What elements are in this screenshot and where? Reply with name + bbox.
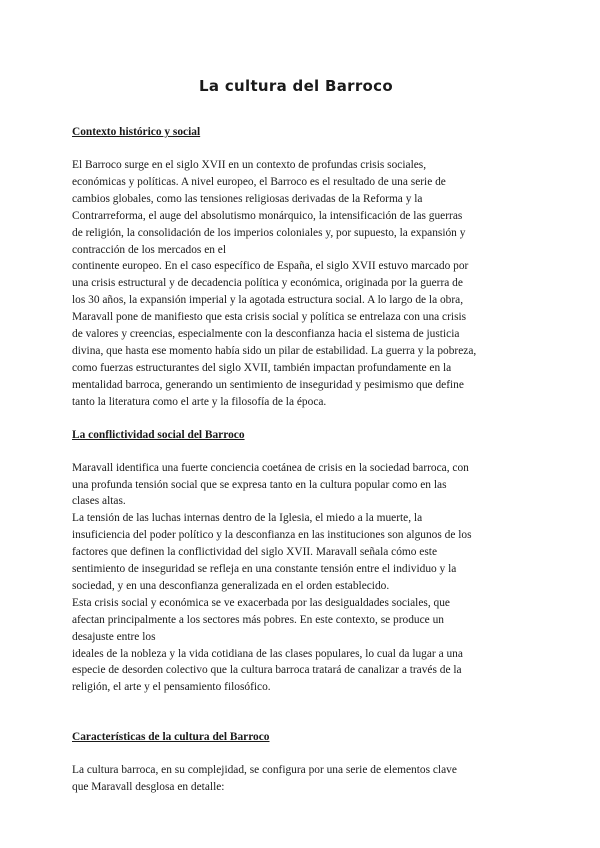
text-line: una profunda tensión social que se expresa tanto en la cultura popular como en las <box>72 478 447 491</box>
text-line: Contrarreforma, el auge del absolutismo monárquico, la intensificación de las guerras <box>72 209 463 222</box>
text-line: de religión, la consolidación de los imperios coloniales y, por supuesto, la expansión y <box>72 226 466 239</box>
text-line: continente europeo. En el caso específico de España, el siglo XVII estuvo marcado por <box>72 260 469 273</box>
section-body-contexto <box>72 157 520 411</box>
text-line: sentimiento de inseguridad se refleja en una constante tensión entre el individuo y la <box>72 563 457 576</box>
text-line: de valores y creencias, especialmente con la desconfianza hacia el sistema de justicia <box>72 328 460 341</box>
text-line: divina, que hasta ese momento había sido un pilar de estabilidad. La guerra y la pobreza, <box>72 344 477 357</box>
text-line: que Maravall desglosa en detalle: <box>72 781 225 794</box>
text-line: especie de desorden colectivo que la cultura barroca tratará de canalizar a través de la <box>72 664 462 677</box>
text-line: desajuste entre los <box>72 630 156 643</box>
text-line: Esta crisis social y económica se ve exacerbada por las desigualdades sociales, que <box>72 596 450 609</box>
text-line: los 30 años, la expansión imperial y la agotada estructura social. A lo largo de la obra, <box>72 294 464 307</box>
text-line: una crisis estructural y de decadencia política y económica, originada por la guerra de <box>72 277 463 290</box>
section-heading-caracteristicas: Características de la cultura del Barroco <box>72 731 270 744</box>
text-line: Maravall pone de manifiesto que esta crisis social y política se entrelaza con una crisis <box>72 311 467 324</box>
text-line: ideales de la nobleza y la vida cotidiana de las clases populares, lo cual da lugar a una <box>72 647 463 660</box>
text-line: contracción de los mercados en el <box>72 243 227 256</box>
text-line: mentalidad barroca, generando un sentimiento de inseguridad y pesimismo que define <box>72 378 464 391</box>
text-line: La cultura barroca, en su complejidad, se configura por una serie de elementos clave <box>72 764 457 777</box>
text-line: factores que definen la conflictividad del siglo XVII. Maravall señala cómo este <box>72 546 437 559</box>
text-line: clases altas. <box>72 495 126 508</box>
section-body-conflictividad <box>72 460 520 697</box>
page-title: La cultura del Barroco <box>199 77 393 95</box>
section-heading-contexto: Contexto histórico y social <box>72 126 201 138</box>
section-body-caracteristicas <box>72 762 520 796</box>
text-line: como fuerzas estructurantes del siglo XVII, también impactan profundamente en la <box>72 361 452 374</box>
text-line: religión, el arte y el pensamiento filosófico. <box>72 681 271 694</box>
text-line: tanto la literatura como el arte y la filosofía de la época. <box>72 395 327 408</box>
text-line: cambios globales, como las tensiones religiosas derivadas de la Reforma y la <box>72 192 423 205</box>
text-line: económicas y políticas. A nivel europeo, el Barroco es el resultado de una serie de <box>72 175 446 188</box>
section-heading-conflictividad: La conflictividad social del Barroco <box>72 428 245 441</box>
text-line: insuficiencia del poder político y la desconfianza en las instituciones son algunos de los <box>72 529 472 542</box>
text-line: Maravall identifica una fuerte conciencia coetánea de crisis en la sociedad barroca, con <box>72 461 469 474</box>
text-line: afectan principalmente a los sectores más pobres. En este contexto, se produce un <box>72 613 444 626</box>
text-line: sociedad, y en una desconfianza generalizada en el orden establecido. <box>72 579 390 592</box>
text-line: El Barroco surge en el siglo XVII en un contexto de profundas crisis sociales, <box>72 159 427 171</box>
text-line: La tensión de las luchas internas dentro de la Iglesia, el miedo a la muerte, la <box>72 512 423 525</box>
document-page <box>72 72 520 796</box>
